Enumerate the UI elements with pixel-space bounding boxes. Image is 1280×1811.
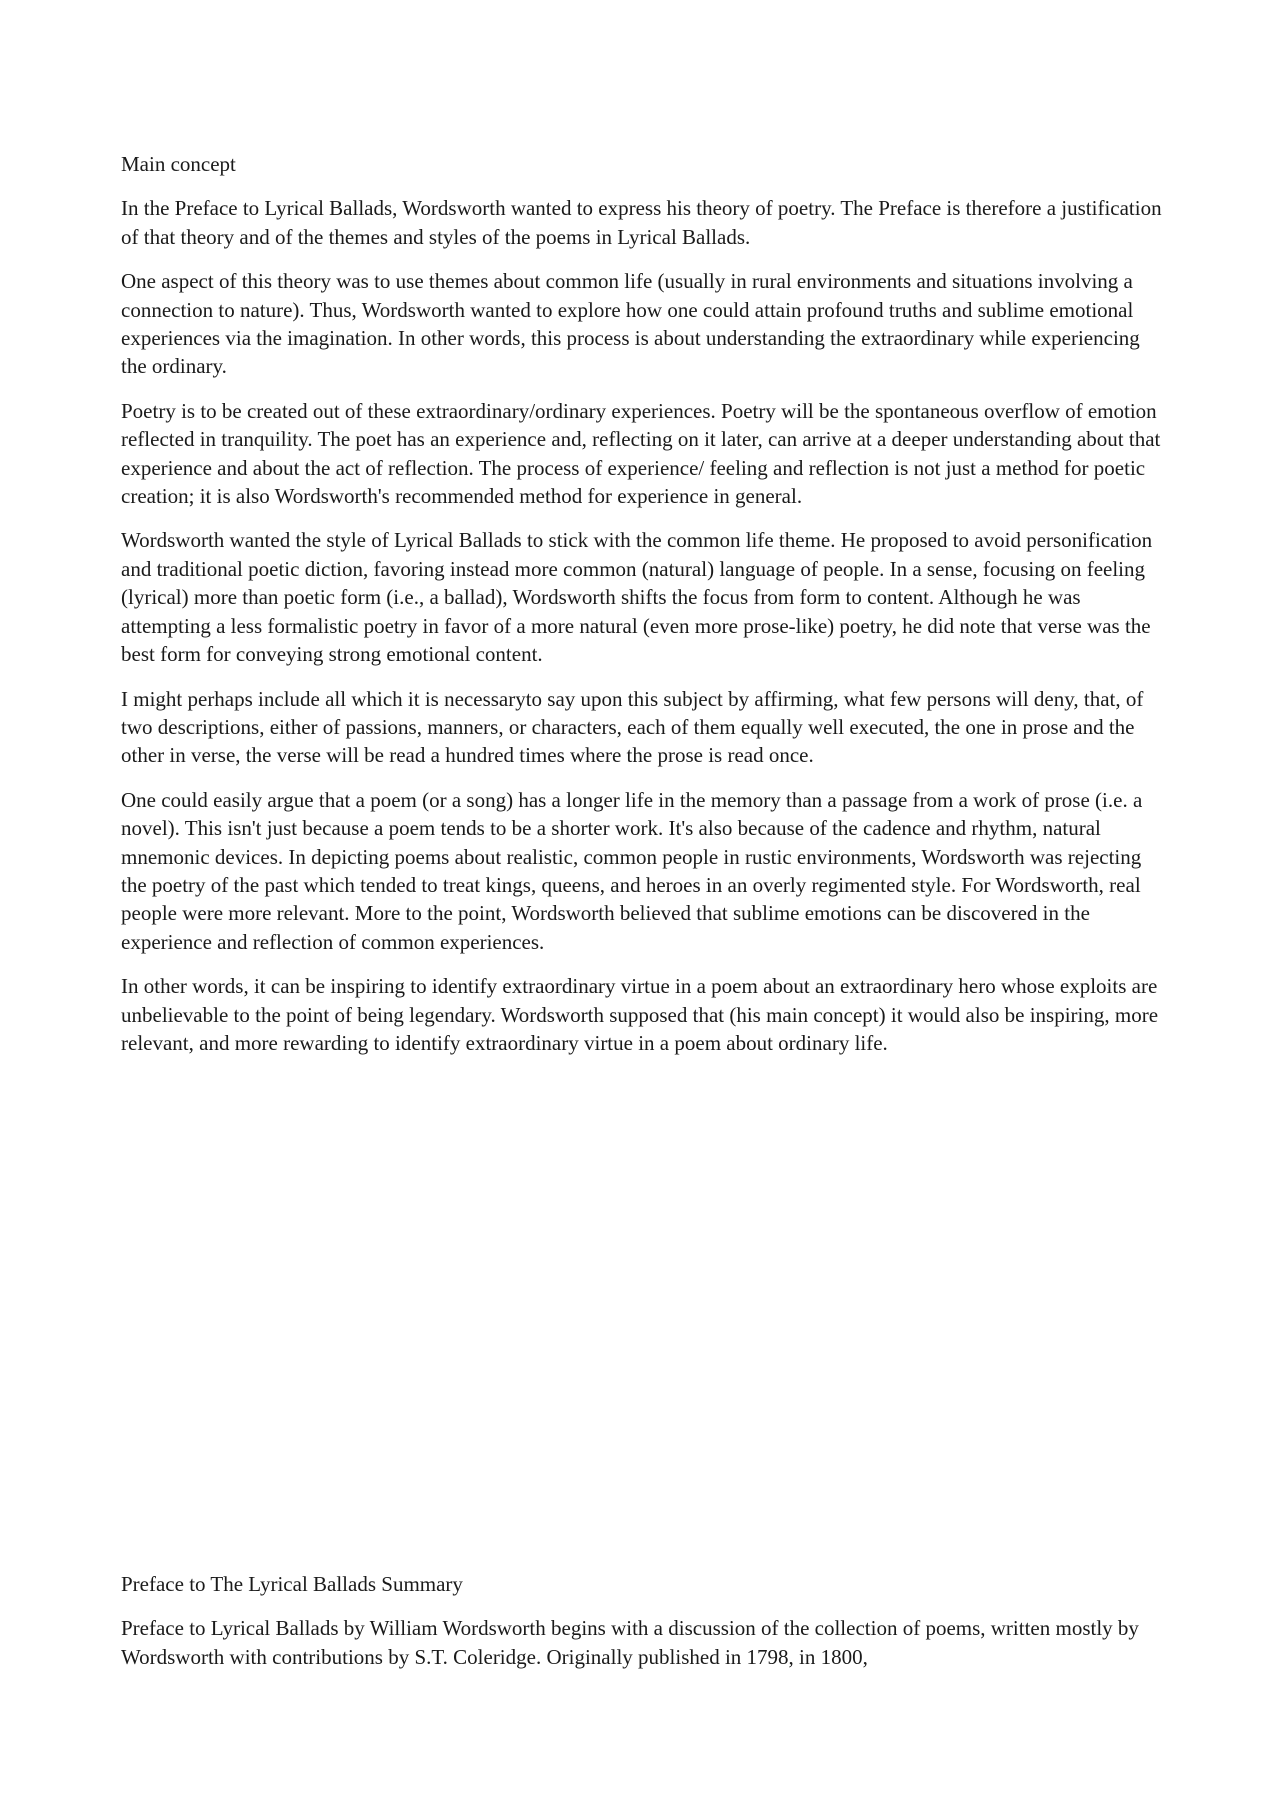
paragraph: One aspect of this theory was to use themes about common life (usually in rural environments and situations involving a connection to nature). Thus, Wordsworth wanted to explore how one could attain profound truths and sublime emotional experiences via the imagination. In other words, this process is about understanding the extraordinary while experiencing the ordinary. <box>121 269 1140 379</box>
paragraph: Wordsworth wanted the style of Lyrical Ballads to stick with the common life theme. He proposed to avoid personification and traditional poetic diction, favoring instead more common (natural) language of people. In a sense, focusing on feeling (lyrical) more than poetic form (i.e., a ballad), Wordsworth shifts the focus from form to content. Although he was attempting a less formalistic poetry in favor of a more natural (even more prose-like) poetry, he did note that verse was the best form for conveying strong emotional content. <box>121 528 1153 667</box>
paragraph: Poetry is to be created out of these extraordinary/ordinary experiences. Poetry will be the spontaneous overflow of emotion reflected in tranquility. The poet has an experience and, reflecting on it later, can arrive at a deeper understanding about that experience and about the act of reflection. The process of experience/ feeling and reflection is not just a method for poetic creation; it is also Wordsworth's recommended method for experience in general. <box>121 398 1161 509</box>
section-heading: Preface to The Lyrical Ballads Summary <box>121 1572 463 1596</box>
paragraph: Preface to Lyrical Ballads by William Wordsworth begins with a discussion of the collection of poems, written mostly by Wordsworth with contributions by S.T. Coleridge. Originally published in 1798, in 1800, <box>121 1616 1139 1669</box>
paragraph: In the Preface to Lyrical Ballads, Wordsworth wanted to express his theory of poetry. The Preface is therefore a justification of that theory and of the themes and styles of the poems in Lyrical Ballads. <box>121 196 1162 249</box>
section-summary <box>121 1570 1166 1687</box>
paragraph: In other words, it can be inspiring to identify extraordinary virtue in a poem about an extraordinary hero whose exploits are unbelievable to the point of being legendary. Wordsworth supposed that (his main concept) it would also be inspiring, more relevant, and more rewarding to identify extraordinary virtue in a poem about ordinary life. <box>121 974 1159 1055</box>
paragraph: One could easily argue that a poem (or a song) has a longer life in the memory than a passage from a work of prose (i.e. a novel). This isn't just because a poem tends to be a shorter work. It's also because of the cadence and rhythm, natural mnemonic devices. In depicting poems about realistic, common people in rustic environments, Wordsworth was rejecting the poetry of the past which tended to treat kings, queens, and heroes in an overly regimented style. For Wordsworth, real people were more relevant. More to the point, Wordsworth believed that sublime emotions can be discovered in the experience and reflection of common experiences. <box>121 787 1143 954</box>
section-heading: Main concept <box>121 152 236 176</box>
section-main-concept <box>121 150 1166 1073</box>
quote-paragraph: I might perhaps include all which it is necessaryto say upon this subject by affirming, what few persons will deny, that, of two descriptions, either of passions, manners, or characters, each of them equally well executed, the one in prose and the other in verse, the verse will be read a hundred times where the prose is read once. <box>121 686 1144 768</box>
